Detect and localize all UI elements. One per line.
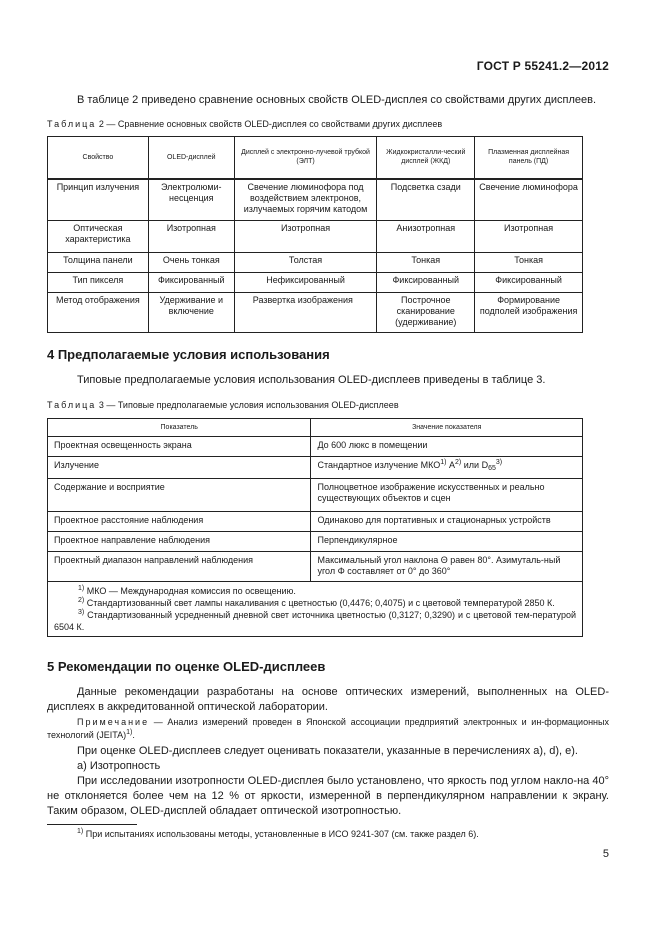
header-cell: Значение показателя: [311, 419, 583, 437]
caption-text: 2 — Сравнение основных свойств OLED-дисплея со свойствами других дисплеев: [98, 119, 443, 129]
header-cell: Свойство: [48, 137, 149, 179]
section5-paragraph: При оценке OLED-дисплеев следует оценивать показатели, указанные в перечислениях а), d), e).: [77, 745, 578, 757]
table-cell: Полноцветное изображение искусственных и реально существующих объектов и сцен: [311, 479, 583, 512]
footnote-mark: 1): [126, 729, 133, 736]
table-cell: Оптическая характеристика: [48, 221, 149, 253]
header-cell: Показатель: [48, 419, 311, 437]
table-row: [48, 457, 583, 479]
footnote-mark: 1): [77, 828, 84, 835]
footnotes-row: [48, 582, 583, 637]
section5-paragraph: При исследовании изотропности OLED-дисплея было установлено, что яркость под углом накло-на 40° не отклоняется более чем на 12 % от яркости, измеренной в перпендикулярном направлении к экрану. Таким образом, OLED-дисплей обладает оптической изотропностью.: [47, 775, 609, 817]
table-cell: Фиксированный: [475, 273, 583, 293]
value-text: Стандартное излучение МКО: [317, 460, 441, 470]
table-cell: Изотропная: [475, 221, 583, 253]
footnotes-cell: [48, 582, 583, 637]
table-row: [48, 273, 583, 293]
table-cell: Максимальный угол наклона Θ равен 80°. Азимуталь-ный угол Φ составляет от 0° до 360°: [311, 552, 583, 582]
table-row: [48, 437, 583, 457]
table-cell: Свечение люминофора: [475, 179, 583, 221]
standard-header: ГОСТ Р 55241.2—2012: [476, 59, 609, 73]
footnote-mark: 1): [440, 459, 447, 466]
table-cell: Содержание и восприятие: [48, 479, 311, 512]
note-text: — Анализ измерений проведен в Японской ассоциации предприятий электронных и ин-формационных технологий (JEITA): [47, 717, 609, 740]
header-cell: OLED-дисплей: [148, 137, 234, 179]
table-cell: Свечение люминофора под воздействием электронов, излучаемых горячим катодом: [234, 179, 377, 221]
table-cell: Построчное сканирование (удерживание): [377, 293, 475, 333]
table-cell: Одинаково для портативных и стационарных устройств: [311, 512, 583, 532]
header-cell: Дисплей с электронно-лучевой трубкой (ЭЛТ): [234, 137, 377, 179]
table-cell: Перпендикулярное: [311, 532, 583, 552]
table-cell: До 600 люкс в помещении: [311, 437, 583, 457]
note: Примечание — Анализ измерений проведен в Японской ассоциации предприятий электронных и ин-формационных технологий (JEITA)$^{1)}$.: [47, 717, 609, 740]
value-text: А: [446, 460, 456, 470]
caption-text: 3 — Типовые предполагаемые условия использования OLED-дисплеев: [98, 400, 399, 410]
table-cell: Анизотропная: [377, 221, 475, 253]
table-row: [48, 479, 583, 512]
page-footnote: [77, 829, 479, 839]
comparison-table: [47, 136, 583, 333]
header-cell: Плазменная дисплейная панель (ПД): [475, 137, 583, 179]
footnote-mark: 2): [455, 459, 462, 466]
section4-paragraph: Типовые предполагаемые условия использования OLED-дисплеев приведены в таблице 3.: [77, 374, 546, 386]
table-cell: Подсветка сзади: [377, 179, 475, 221]
table-cell: Излучение: [48, 457, 311, 479]
table-cell: Фиксированный: [148, 273, 234, 293]
table-cell: Развертка изображения: [234, 293, 377, 333]
table-cell: Тонкая: [377, 253, 475, 273]
table-cell: Изотропная: [234, 221, 377, 253]
conditions-table: [47, 418, 583, 637]
table-cell: Нефиксированный: [234, 273, 377, 293]
table-cell: Очень тонкая: [148, 253, 234, 273]
table-cell: Принцип излучения: [48, 179, 149, 221]
table-row: [48, 221, 583, 253]
table-cell: Изотропная: [148, 221, 234, 253]
table-cell: Проектный диапазон направлений наблюдения: [48, 552, 311, 582]
table-cell: Толщина панели: [48, 253, 149, 273]
table-header-row: [48, 419, 583, 437]
table-cell: Удерживание и включение: [148, 293, 234, 333]
caption-label: Таблица: [47, 400, 97, 410]
table-cell: Тип пикселя: [48, 273, 149, 293]
table-cell: Фиксированный: [377, 273, 475, 293]
table-row: [48, 532, 583, 552]
table-row: [48, 512, 583, 532]
note-label: Примечание: [77, 717, 150, 727]
table-footnote: $^{3)}$ Стандартизованный усредненный дневной свет источника цветностью (0,3127; 0,3290) и с цветовой тем-пературой 6504 К.: [54, 609, 576, 632]
header-cell: Жидкокристалли-ческий дисплей (ЖКД): [377, 137, 475, 179]
table2-caption: [47, 118, 442, 130]
table-cell: Толстая: [234, 253, 377, 273]
section4-title: 4 Предполагаемые условия использования: [47, 347, 330, 362]
list-item: а) Изотропность: [77, 760, 161, 772]
table-row: [48, 179, 583, 221]
table-cell: Метод отображения: [48, 293, 149, 333]
table-cell: Формирование подполей изображения: [475, 293, 583, 333]
table-header-row: [48, 137, 583, 179]
table-footnote: $^{1)}$ МКО — Международная комиссия по освещению.: [78, 585, 296, 596]
footnote-text: При испытаниях использованы методы, установленные в ИСО 9241-307 (см. также раздел 6).: [83, 829, 479, 839]
table-row: [48, 293, 583, 333]
table3-caption: [47, 399, 399, 411]
caption-label: Таблица: [47, 119, 97, 129]
table-row: [48, 253, 583, 273]
value-text: или D: [461, 460, 489, 470]
table-cell: Проектное расстояние наблюдения: [48, 512, 311, 532]
table-cell: [311, 457, 583, 479]
table-cell: Проектное направление наблюдения: [48, 532, 311, 552]
table-row: [48, 552, 583, 582]
page-number: 5: [602, 848, 609, 860]
intro-paragraph: В таблице 2 приведено сравнение основных свойств OLED-дисплея со свойствами других дисплеев.: [77, 94, 596, 106]
footnote-mark: 3): [495, 459, 503, 466]
footnote-divider: [47, 824, 137, 825]
table-cell: Проектная освещенность экрана: [48, 437, 311, 457]
section5-title: 5 Рекомендации по оценке OLED-дисплеев: [47, 659, 326, 674]
subscript: 65: [488, 465, 496, 472]
section5-paragraph: Данные рекомендации разработаны на основе оптических измерений, выполненных на OLED-дисплеях в аккредитованной оптической лаборатории.: [47, 686, 609, 713]
table-cell: Электролюми-несценция: [148, 179, 234, 221]
table-cell: Тонкая: [475, 253, 583, 273]
table-footnote: $^{2)}$ Стандартизованный свет лампы накаливания с цветностью (0,4476; 0,4075) и с цветовой температурой 2850 К.: [78, 597, 555, 608]
